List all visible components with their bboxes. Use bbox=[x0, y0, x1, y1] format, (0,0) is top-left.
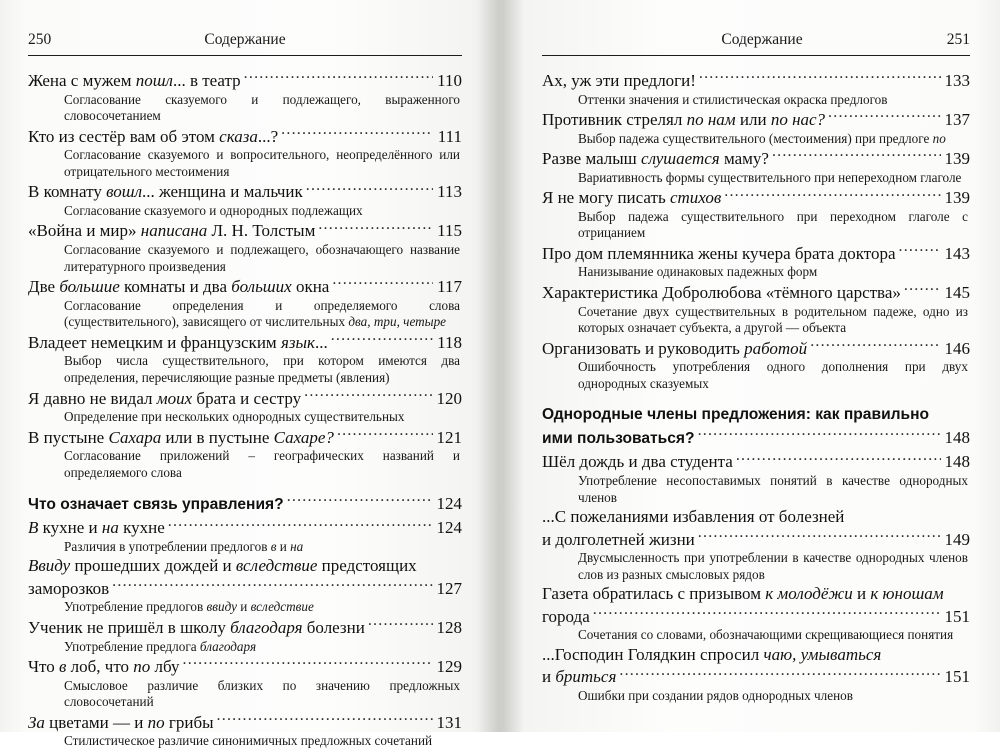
toc-entry-title: Ах, уж эти предлоги! bbox=[542, 71, 696, 90]
toc-entry[interactable] bbox=[542, 242, 970, 281]
dot-leader bbox=[337, 426, 433, 443]
dot-leader bbox=[772, 147, 941, 164]
toc-entry-page-number: 129 bbox=[436, 657, 462, 677]
dot-leader bbox=[699, 69, 941, 86]
toc-entry-row bbox=[28, 492, 462, 516]
toc-entry-description: Согласование приложений – географических названий и определяемого слова bbox=[64, 448, 460, 480]
toc-entry-description: Согласование сказуемого и вопросительного, неопределённого или отрицательного местоимения bbox=[64, 147, 460, 179]
toc-entry-title: Кто из сестёр вам об этом сказа...? bbox=[28, 126, 279, 146]
toc-entry-row bbox=[28, 616, 462, 639]
toc-entry[interactable] bbox=[28, 125, 462, 181]
toc-entry-row bbox=[542, 242, 970, 265]
toc-entry-row bbox=[28, 125, 462, 148]
header-rule-left bbox=[28, 55, 462, 56]
dot-leader bbox=[287, 492, 433, 509]
toc-entry-title-line1: Газета обратилась с призывом к молодёжи и к юношам bbox=[542, 584, 944, 604]
toc-entry-title: Про дом племянника жены кучера брата доктора bbox=[542, 243, 896, 263]
page-left bbox=[0, 0, 500, 749]
toc-entry-description: Употребление несопоставимых понятий в качестве однородных членов bbox=[578, 472, 968, 505]
dot-leader bbox=[168, 516, 433, 533]
toc-entry-title: Две большие комнаты и два больших окна bbox=[28, 277, 330, 297]
toc-entry[interactable] bbox=[28, 426, 462, 482]
toc-entry-page-number: 124 bbox=[436, 494, 462, 514]
toc-entry-description: Ошибки при создании рядов однородных членов bbox=[578, 687, 853, 703]
toc-entry-title: Что в лоб, что по лбу bbox=[28, 657, 180, 677]
toc-entry-description: Сочетание двух существительных в родительном падеже, одно из которых означает субъекта, а другой — объекта bbox=[578, 303, 968, 336]
dot-leader bbox=[318, 219, 433, 236]
dot-leader bbox=[183, 655, 433, 672]
toc-entry-page-number: 111 bbox=[437, 126, 462, 146]
toc-entry[interactable] bbox=[28, 219, 462, 275]
dot-leader bbox=[281, 125, 433, 142]
toc-entry[interactable] bbox=[28, 492, 462, 516]
toc-entry-description: Согласование сказуемого и подлежащего, обозначающего название литературного произведения bbox=[64, 241, 460, 274]
toc-entry[interactable] bbox=[542, 69, 970, 108]
toc-entry-title-line1: Ввиду прошедших дождей и вследствие предстоящих bbox=[28, 556, 417, 576]
toc-entry-page-number: 124 bbox=[436, 518, 462, 538]
toc-entry-row bbox=[28, 275, 462, 298]
toc-entry-page-number: 113 bbox=[437, 182, 462, 202]
toc-entry-page-number: 139 bbox=[944, 149, 970, 169]
toc-entry-page-number: 120 bbox=[436, 388, 462, 408]
toc-entry-page-number: 117 bbox=[437, 277, 462, 297]
toc-entry[interactable] bbox=[28, 275, 462, 331]
dot-leader bbox=[736, 450, 941, 467]
toc-entry-row bbox=[28, 426, 462, 449]
toc-entry-title: Ученик не пришёл в школу благодаря болезни bbox=[28, 618, 365, 637]
toc-entry-description: Вариативность формы существительного при непереходном глаголе bbox=[578, 169, 962, 185]
toc-list-left bbox=[28, 69, 462, 750]
running-head-right bbox=[542, 30, 970, 52]
toc-entry-page-number: 133 bbox=[944, 71, 970, 90]
dot-leader bbox=[368, 616, 433, 633]
toc-entry[interactable] bbox=[28, 655, 462, 711]
toc-entry-title: города bbox=[542, 606, 590, 626]
toc-entry-description: Стилистическое различие синонимичных предложных сочетаний bbox=[64, 733, 433, 749]
toc-entry-title: Разве малыш слушается маму? bbox=[542, 149, 769, 169]
dot-leader bbox=[724, 186, 941, 203]
toc-entry-description: Употребление предлога благодаря bbox=[64, 638, 257, 654]
toc-entry[interactable] bbox=[542, 506, 970, 583]
toc-entry-row bbox=[28, 387, 462, 410]
dot-leader bbox=[698, 426, 941, 443]
toc-entry-title: и долголетней жизни bbox=[542, 529, 695, 549]
toc-entry-page-number: 148 bbox=[944, 428, 970, 448]
toc-entry-title: Характеристика Добролюбова «тёмного царства» bbox=[542, 283, 901, 303]
dot-leader bbox=[899, 242, 941, 259]
dot-leader bbox=[810, 337, 941, 354]
page-right bbox=[500, 0, 1000, 732]
toc-entry-row bbox=[542, 186, 970, 209]
toc-entry-row bbox=[542, 528, 970, 551]
dot-leader bbox=[244, 69, 433, 86]
toc-entry-page-number: 149 bbox=[944, 529, 970, 549]
toc-entry-row bbox=[542, 337, 970, 360]
toc-entry-description: Согласование определения и определяемого слова (существительного), зависящего от числительных два, три, четыре bbox=[64, 297, 460, 330]
toc-entry-page-number: 131 bbox=[436, 712, 462, 732]
toc-entry-row bbox=[542, 426, 970, 450]
toc-entry-description: Нанизывание одинаковых падежных форм bbox=[578, 264, 818, 280]
toc-entry-page-number: 127 bbox=[436, 578, 462, 598]
toc-entry[interactable] bbox=[542, 403, 970, 450]
dot-leader bbox=[112, 577, 433, 594]
running-head-title-right: Содержание bbox=[721, 31, 803, 48]
toc-entry-row bbox=[542, 281, 970, 304]
toc-entry[interactable] bbox=[542, 583, 970, 644]
toc-entry-title: Противник стрелял по нам или по нас? bbox=[542, 110, 826, 130]
toc-entry-title: Организовать и руководить работой bbox=[542, 338, 808, 358]
toc-entry-title: Я давно не видал моих брата и сестру bbox=[28, 388, 302, 408]
toc-entry-row bbox=[28, 577, 462, 600]
toc-entry-page-number: 145 bbox=[944, 283, 970, 303]
toc-entry-description: Выбор падежа существительного (местоимения) при предлоге по bbox=[578, 130, 946, 146]
toc-entry-title: За цветами — и по грибы bbox=[28, 712, 214, 732]
toc-entry-row bbox=[28, 219, 462, 242]
toc-entry-page-number: 118 bbox=[437, 332, 462, 352]
running-head-left bbox=[28, 30, 462, 52]
toc-entry[interactable] bbox=[28, 331, 462, 387]
toc-entry-title: заморозков bbox=[28, 578, 110, 598]
toc-entry-title: Шёл дождь и два студента bbox=[542, 452, 733, 472]
toc-entry-row bbox=[542, 450, 970, 473]
running-head-title-left: Содержание bbox=[204, 31, 286, 48]
toc-entry-title: В комнату вошл... женщина и мальчик bbox=[28, 182, 303, 202]
dot-leader bbox=[593, 605, 941, 622]
toc-entry-page-number: 137 bbox=[944, 110, 970, 130]
toc-entry[interactable] bbox=[542, 281, 970, 337]
toc-entry-row bbox=[28, 516, 462, 539]
dot-leader bbox=[217, 711, 433, 728]
toc-entry-description: Выбор числа существительного, при котором имеются два определения, перечисляющие разные предметы (явления) bbox=[64, 353, 460, 385]
toc-entry-description: Употребление предлогов ввиду и вследствие bbox=[64, 599, 314, 615]
toc-list-right bbox=[542, 69, 970, 705]
toc-entry-page-number: 151 bbox=[944, 606, 970, 626]
toc-entry[interactable] bbox=[28, 555, 462, 616]
dot-leader bbox=[904, 281, 941, 298]
toc-entry-description: Смысловое различие близких по значению предложных словосочетаний bbox=[64, 677, 460, 710]
toc-entry-title-line1: ...Господин Голядкин спросил чаю, умываться bbox=[542, 644, 882, 664]
toc-entry-title: Жена с мужем пошл... в театр bbox=[28, 71, 241, 90]
toc-entry-title: В кухне и на кухне bbox=[28, 518, 165, 538]
toc-entry[interactable] bbox=[28, 69, 462, 125]
toc-entry-title: В пустыне Сахара или в пустыне Сахаре? bbox=[28, 427, 334, 447]
toc-entry-title-line1: Однородные члены предложения: как правильно bbox=[542, 406, 930, 424]
toc-entry-row bbox=[28, 331, 462, 354]
toc-entry-description: Согласование сказуемого и подлежащего, выраженного словосочетанием bbox=[64, 91, 460, 124]
folio-number-right: 251 bbox=[946, 31, 970, 48]
dot-leader bbox=[828, 108, 941, 125]
toc-entry-page-number: 151 bbox=[944, 667, 970, 687]
toc-entry-description: Определение при нескольких однородных существительных bbox=[64, 409, 405, 425]
toc-entry-description: Ошибочность употребления одного дополнения при двух однородных сказуемых bbox=[578, 359, 968, 391]
toc-entry-row bbox=[542, 69, 970, 92]
dot-leader bbox=[332, 275, 433, 292]
toc-entry-row bbox=[542, 147, 970, 170]
toc-entry-page-number: 139 bbox=[944, 188, 970, 208]
toc-entry-description: Различия в употреблении предлогов в и на bbox=[64, 538, 304, 554]
toc-entry-description: Оттенки значения и стилистическая окраска предлогов bbox=[578, 91, 888, 107]
toc-entry-row bbox=[28, 655, 462, 678]
dot-leader bbox=[304, 387, 433, 404]
toc-entry[interactable] bbox=[28, 616, 462, 655]
toc-entry[interactable] bbox=[542, 186, 970, 242]
toc-entry-title: ими пользоваться? bbox=[542, 430, 695, 448]
toc-entry-title: Владеет немецким и французским язык... bbox=[28, 332, 328, 352]
toc-entry-page-number: 128 bbox=[436, 618, 462, 637]
toc-entry-title: «Война и мир» написана Л. Н. Толстым bbox=[28, 221, 316, 241]
toc-entry-title: Что означает связь управления? bbox=[28, 496, 284, 514]
toc-entry-row bbox=[28, 69, 462, 92]
toc-entry-page-number: 121 bbox=[436, 427, 462, 447]
toc-entry-description: Двусмысленность при употреблении в качестве однородных членов слов из разных смысловых рядов bbox=[578, 550, 968, 582]
toc-entry-row bbox=[28, 180, 462, 203]
toc-entry-row bbox=[28, 711, 462, 734]
toc-entry-page-number: 148 bbox=[944, 452, 970, 472]
toc-entry-row bbox=[542, 665, 970, 688]
toc-entry[interactable] bbox=[28, 516, 462, 555]
toc-entry-row bbox=[542, 605, 970, 628]
toc-entry[interactable] bbox=[542, 450, 970, 506]
dot-leader bbox=[306, 180, 433, 197]
toc-entry-page-number: 143 bbox=[944, 243, 970, 263]
toc-entry[interactable] bbox=[28, 711, 462, 750]
toc-entry-title: и бриться bbox=[542, 667, 617, 687]
toc-entry-row bbox=[542, 108, 970, 131]
toc-entry-title-line1: ...С пожеланиями избавления от болезней bbox=[542, 507, 845, 527]
header-rule-right bbox=[542, 55, 970, 56]
toc-entry[interactable] bbox=[28, 180, 462, 219]
toc-entry-description: Сочетания со словами, обозначающими скрещивающиеся понятия bbox=[578, 627, 954, 643]
toc-entry-title: Я не могу писать стихов bbox=[542, 188, 722, 208]
folio-number-left: 250 bbox=[28, 31, 52, 48]
toc-entry-page-number: 110 bbox=[437, 71, 462, 90]
toc-entry-description: Согласование сказуемого и однородных подлежащих bbox=[64, 202, 363, 218]
toc-entry-description: Выбор падежа существительного при переходном глаголе с отрицанием bbox=[578, 208, 968, 241]
dot-leader bbox=[619, 665, 941, 682]
toc-entry[interactable] bbox=[542, 644, 970, 705]
toc-entry[interactable] bbox=[542, 147, 970, 186]
toc-entry-page-number: 115 bbox=[437, 221, 462, 241]
toc-entry[interactable] bbox=[542, 337, 970, 393]
toc-entry[interactable] bbox=[542, 108, 970, 147]
toc-entry-page-number: 146 bbox=[944, 338, 970, 358]
dot-leader bbox=[331, 331, 433, 348]
dot-leader bbox=[698, 528, 941, 545]
toc-entry[interactable] bbox=[28, 387, 462, 426]
